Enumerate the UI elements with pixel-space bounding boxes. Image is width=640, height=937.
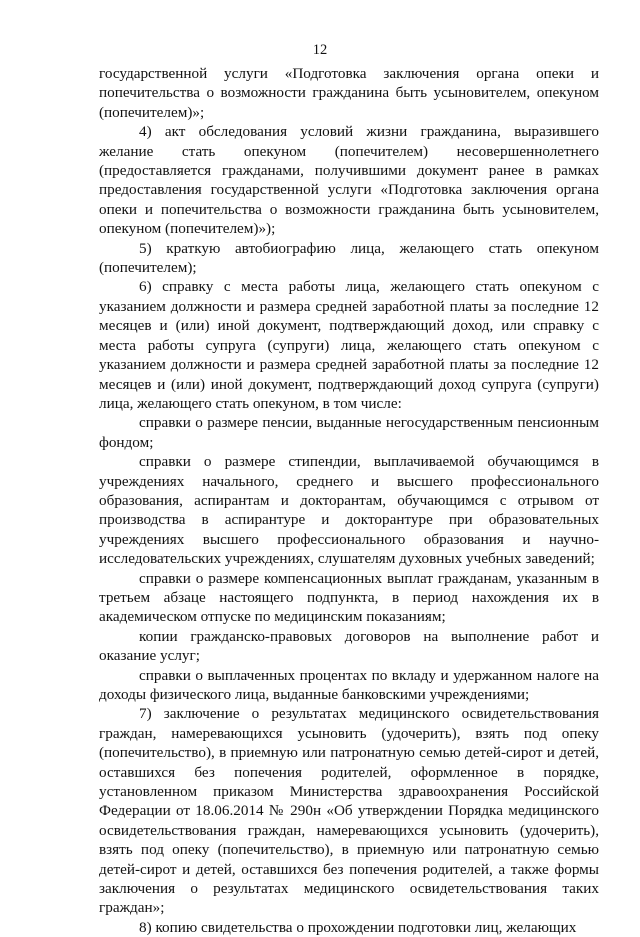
paragraph: 8) копию свидетельства о прохождении подготовки лиц, желающих bbox=[139, 918, 577, 936]
paragraph: 6) справку с места работы лица, желающего стать опекуном с указанием должности и размера средней заработной платы за последние 12 месяцев и (или) иной документ, подтверждающий доход, или справку с места работы супруга (супруги) лица, желающего стать опекуном с указанием должности и размера средней заработной платы за последние 12 месяцев и (или) иной документ, подтверждающий доход супруга (супруги) лица, желающего стать опекуном, в том числе: bbox=[99, 278, 599, 412]
paragraph: 7) заключение о результатах медицинского освидетельствования граждан, намеревающихся усыновить (удочерить), взять под опеку (попечительство), в приемную или патронатную семью детей-сирот и детей, оставшихся без попечения родителей, оформленное в порядке, установленном приказом Министерства здравоохранения Российской Федерации от 18.06.2014 № 290н «Об утверждении Порядка медицинского освидетельствования граждан, намеревающихся усыновить (удочерить), взять под опеку (попечительство), в приемную или патронатную семью детей-сирот и детей, оставшихся без попечения родителей, а также формы заключения о результатах медицинского освидетельствования таких граждан»; bbox=[99, 705, 599, 917]
paragraph: 5) краткую автобиографию лица, желающего стать опекуном (попечителем); bbox=[99, 239, 599, 277]
document-body bbox=[99, 64, 599, 937]
paragraph: государственной услуги «Подготовка заключения органа опеки и попечительства о возможности гражданина быть усыновителем, опекуном (попечителем)»; bbox=[99, 65, 599, 121]
paragraph: справки о выплаченных процентах по вкладу и удержанном налоге на доходы физического лица, выданные банковскими учреждениями; bbox=[99, 666, 599, 703]
paragraph: копии гражданско-правовых договоров на выполнение работ и оказание услуг; bbox=[99, 627, 599, 665]
paragraph: справки о размере компенсационных выплат гражданам, указанным в третьем абзаце настоящего подпункта, в период нахождения их в академическом отпуске по медицинским показаниям; bbox=[99, 569, 599, 626]
paragraph: 4) акт обследования условий жизни гражданина, выразившего желание стать опекуном (попечителем) несовершеннолетнего (предоставляется гражданами, получившими документ ранее в рамках предоставления государственной услуги «Подготовка заключения органа опеки и попечительства о возможности гражданина быть усыновителем, опекуном (попечителем)»); bbox=[99, 123, 599, 238]
page-number: 12 bbox=[312, 42, 328, 58]
paragraph: справки о размере пенсии, выданные негосударственным пенсионным фондом; bbox=[99, 414, 599, 451]
paragraph: справки о размере стипендии, выплачиваемой обучающимся в учреждениях начального, среднего и высшего профессионального образования, аспирантам и докторантам, обучающимся с отрывом от производства в аспирантуре и докторантуре при образовательных учреждениях высшего профессионального образования и научно-исследовательских учреждениях, слушателям духовных учебных заведений; bbox=[99, 453, 599, 568]
